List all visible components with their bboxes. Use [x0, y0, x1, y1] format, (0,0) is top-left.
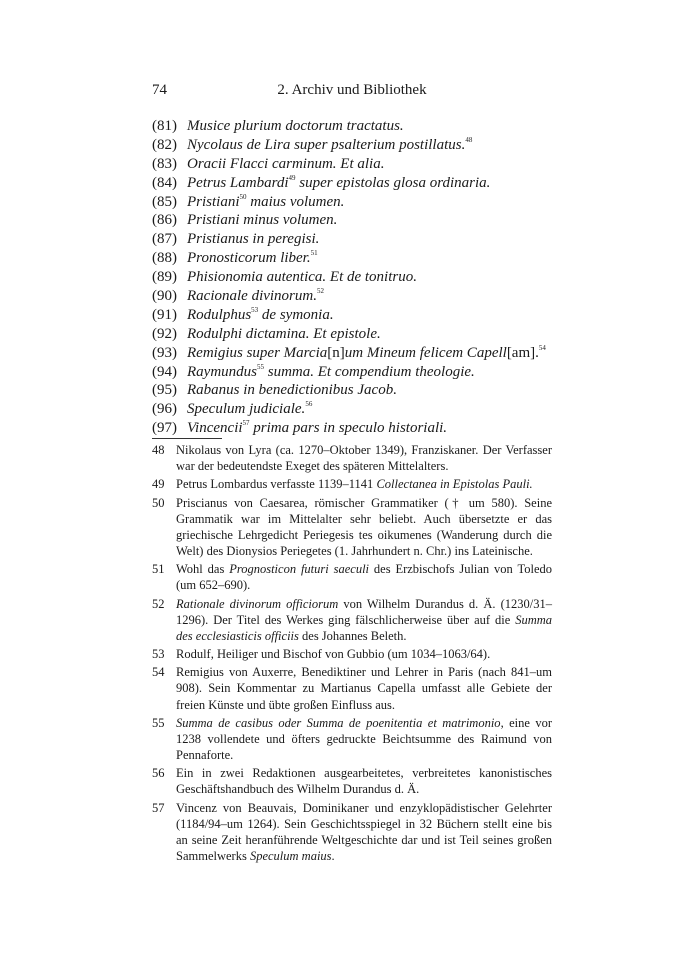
text-run: Petrus Lombardus verfasste 1139–1141: [176, 477, 377, 492]
item-title: [187, 326, 381, 343]
text-run: Rodulphus: [187, 306, 252, 323]
text-run: prima pars in speculo historiali.: [249, 420, 448, 437]
item-number: (92): [152, 325, 177, 342]
text-run: Nycolaus de Lira super psalterium postillatus.: [187, 136, 466, 153]
footnote: [152, 646, 552, 662]
list-item: [152, 231, 572, 250]
text-run: Ein in zwei Redaktionen ausgearbeitetes, verbreitetes kanonistisches Geschäftshandbuch des Wilhelm Durandus d. Ä.: [176, 766, 552, 797]
italic-title: Rationale divinorum officiorum: [176, 596, 339, 611]
item-number: (85): [152, 193, 177, 210]
text-run: Oracii Flacci carminum. Et alia.: [187, 155, 385, 172]
italic-title: Speculum maius: [249, 848, 332, 863]
footnote-rule: [152, 438, 222, 439]
list-item: [152, 194, 572, 213]
item-number: (83): [152, 155, 177, 172]
footnote-text: [176, 562, 552, 592]
text-run: Rodulphi dictamina. Et epistole.: [187, 325, 381, 342]
list-item: [152, 212, 572, 231]
footnote: [152, 476, 552, 492]
text-run: Vincencii: [187, 420, 243, 437]
text-run: Pristiani minus volumen.: [187, 212, 338, 229]
text-run: maius volumen.: [246, 193, 345, 210]
text-run: des Johannes Beleth.: [298, 628, 407, 643]
text-run: Racionale divinorum.: [187, 288, 317, 305]
item-title: [187, 364, 475, 381]
footnote-ref: 57: [242, 419, 250, 428]
item-title: [187, 269, 417, 286]
text-run: summa. Et compendium theologie.: [264, 363, 475, 380]
italic-title: Collectanea in Epistolas Pauli.: [376, 477, 533, 492]
item-number: (87): [152, 231, 177, 248]
footnote-text: [176, 766, 552, 796]
list-item: [152, 288, 572, 307]
footnote-text: [176, 716, 552, 762]
list-item: [152, 175, 572, 194]
footnote: [152, 715, 552, 763]
text-run: des Erzbischofs Julian von Toledo (um 652–690).: [176, 562, 552, 593]
running-title: 2. Archiv und Bibliothek: [277, 82, 427, 98]
item-title: [187, 175, 490, 192]
text-run: super epistolas glosa ordinaria.: [295, 174, 491, 191]
text-run: Remigius super Marcia: [187, 344, 328, 361]
footnote-ref: 55: [257, 362, 264, 371]
text-run: .: [331, 848, 335, 863]
footnote-ref: 51: [310, 249, 318, 258]
list-item: [152, 345, 572, 364]
footnote: [152, 561, 552, 593]
footnote-number: 49: [152, 477, 165, 492]
list-item: [152, 401, 572, 420]
text-run: Wohl das: [176, 562, 230, 577]
page-number: 74: [152, 82, 167, 98]
footnote-text: [176, 443, 552, 473]
item-number: (93): [152, 344, 177, 361]
item-title: [187, 194, 344, 211]
footnote-text: [176, 801, 552, 863]
text-run: de symonia.: [258, 306, 334, 323]
list-item: [152, 382, 572, 401]
item-title: [187, 382, 397, 399]
item-title: [187, 401, 312, 418]
text-run: Speculum judiciale.: [187, 401, 306, 418]
footnote-number: 50: [152, 495, 165, 510]
text-run: Pronosticorum liber.: [187, 250, 311, 267]
footnote-number: 57: [152, 800, 165, 815]
footnote-ref: 53: [251, 305, 259, 314]
item-title: [187, 231, 319, 248]
text-run: von Wilhelm Durandus d. Ä. (1230/31–1296). Der Titel des Werkes ging fälschlicherweise über auf die: [176, 596, 552, 627]
item-number: (86): [152, 212, 177, 229]
editorial-insertion: [am].: [506, 344, 539, 361]
item-number: (96): [152, 401, 177, 418]
running-header: [152, 82, 552, 102]
text-run: Nikolaus von Lyra (ca. 1270–Oktober 1349), Franziskaner. Der Verfasser war der bedeutendste Exeget des späteren Mittelalters.: [176, 443, 552, 474]
list-item: [152, 269, 572, 288]
text-run: Musice plurium doctorum tractatus.: [187, 118, 404, 134]
text-run: Rodulf, Heiliger und Bischof von Gubbio (um 1034–1063/64).: [176, 647, 491, 662]
list-item: [152, 307, 572, 326]
list-item: [152, 156, 572, 175]
footnote-ref: 50: [239, 192, 247, 201]
footnote-number: 48: [152, 443, 165, 457]
item-title: [187, 345, 546, 362]
footnote-text: [176, 496, 552, 558]
item-title: [187, 250, 318, 267]
italic-title: Prognosticon futuri saeculi: [229, 562, 370, 577]
editorial-insertion: [n]: [327, 344, 345, 361]
text-run: Rabanus in benedictionibus Jacob.: [187, 382, 397, 399]
item-number: (88): [152, 250, 177, 267]
footnote-text: [176, 665, 552, 711]
footnote-ref: 48: [465, 135, 473, 144]
item-number: (84): [152, 174, 177, 191]
text-run: Pristiani: [187, 193, 240, 210]
item-number: (94): [152, 363, 177, 380]
list-item: [152, 326, 572, 345]
footnote-ref: 52: [316, 287, 324, 296]
item-number: (81): [152, 118, 177, 134]
footnote-ref: 49: [288, 173, 296, 182]
list-item: [152, 420, 572, 439]
item-title: [187, 307, 334, 324]
text-run: Phisionomia autentica. Et de tonitruo.: [187, 269, 417, 286]
item-number: (90): [152, 288, 177, 305]
item-number: (97): [152, 420, 177, 437]
item-number: (95): [152, 382, 177, 399]
item-title: [187, 420, 447, 437]
footnote: [152, 664, 552, 712]
italic-title: Summa des ecclesiasticis officiis: [176, 612, 552, 643]
footnote: [152, 800, 552, 864]
text-run: Petrus Lambardi: [187, 174, 289, 191]
text-run: Pristianus in peregisi.: [187, 231, 320, 248]
footnote-number: 53: [152, 647, 165, 662]
footnote-text: [176, 597, 552, 643]
footnote-text: [176, 477, 533, 491]
list-item: [152, 250, 572, 269]
footnote-ref: 56: [305, 400, 313, 409]
catalogue-list: [152, 118, 572, 439]
footnote-number: 51: [152, 562, 165, 577]
item-title: [187, 137, 472, 154]
footnote-ref: 54: [538, 343, 546, 352]
text-run: Remigius von Auxerre, Benediktiner und Lehrer in Paris (nach 841–um 908). Sein Kommentar zu Martianus Capella umfasst alle Gebiete der freien Künste und übte großen Einfluss aus.: [176, 665, 552, 712]
footnote: [152, 495, 552, 559]
footnote-number: 52: [152, 596, 165, 611]
footnote: [152, 442, 552, 474]
text-run: Priscianus von Caesarea, römischer Grammatiker († um 580). Seine Grammatik war im Mittelalter sehr beliebt. Auch übersetzte er das griechische Lehrgedicht Periegesis tes oikumenes (Wanderung durch die Welt) des Dionysios Periegetes (1. Jahrhundert n. Chr.) ins Lateinische.: [176, 495, 552, 558]
item-title: [187, 288, 324, 305]
italic-title: Summa de casibus oder Summa de poenitentia et matrimonio: [176, 715, 501, 730]
footnote: [152, 765, 552, 797]
item-number: (89): [152, 269, 177, 286]
list-item: [152, 137, 572, 156]
text-run: , eine vor 1238 vollendete und öfters gedruckte Beichtsumme des Raimund von Pennaforte.: [176, 715, 553, 762]
footnote-text: [176, 647, 490, 661]
text-run: um Mineum felicem Capell: [344, 344, 507, 361]
item-number: (91): [152, 306, 177, 323]
item-title: [187, 212, 337, 229]
footnote-number: 55: [152, 715, 165, 730]
footnote-number: 54: [152, 665, 165, 680]
item-number: (82): [152, 136, 177, 153]
text-run: Vincenz von Beauvais, Dominikaner und enzyklopädistischer Gelehrter (1184/94–um 1264). Sein Geschichtsspiegel in 32 Büchern stellt eine bis an seine Zeit heranführende Weltgeschichte dar und ist Teil seines großen Sammelwerks: [176, 800, 552, 863]
text-run: Raymundus: [187, 363, 257, 380]
footnotes: [152, 442, 552, 866]
list-item: [152, 118, 572, 137]
footnote: [152, 596, 552, 644]
list-item: [152, 364, 572, 383]
item-title: [187, 156, 384, 173]
item-title: [187, 118, 404, 135]
footnote-number: 56: [152, 766, 165, 781]
